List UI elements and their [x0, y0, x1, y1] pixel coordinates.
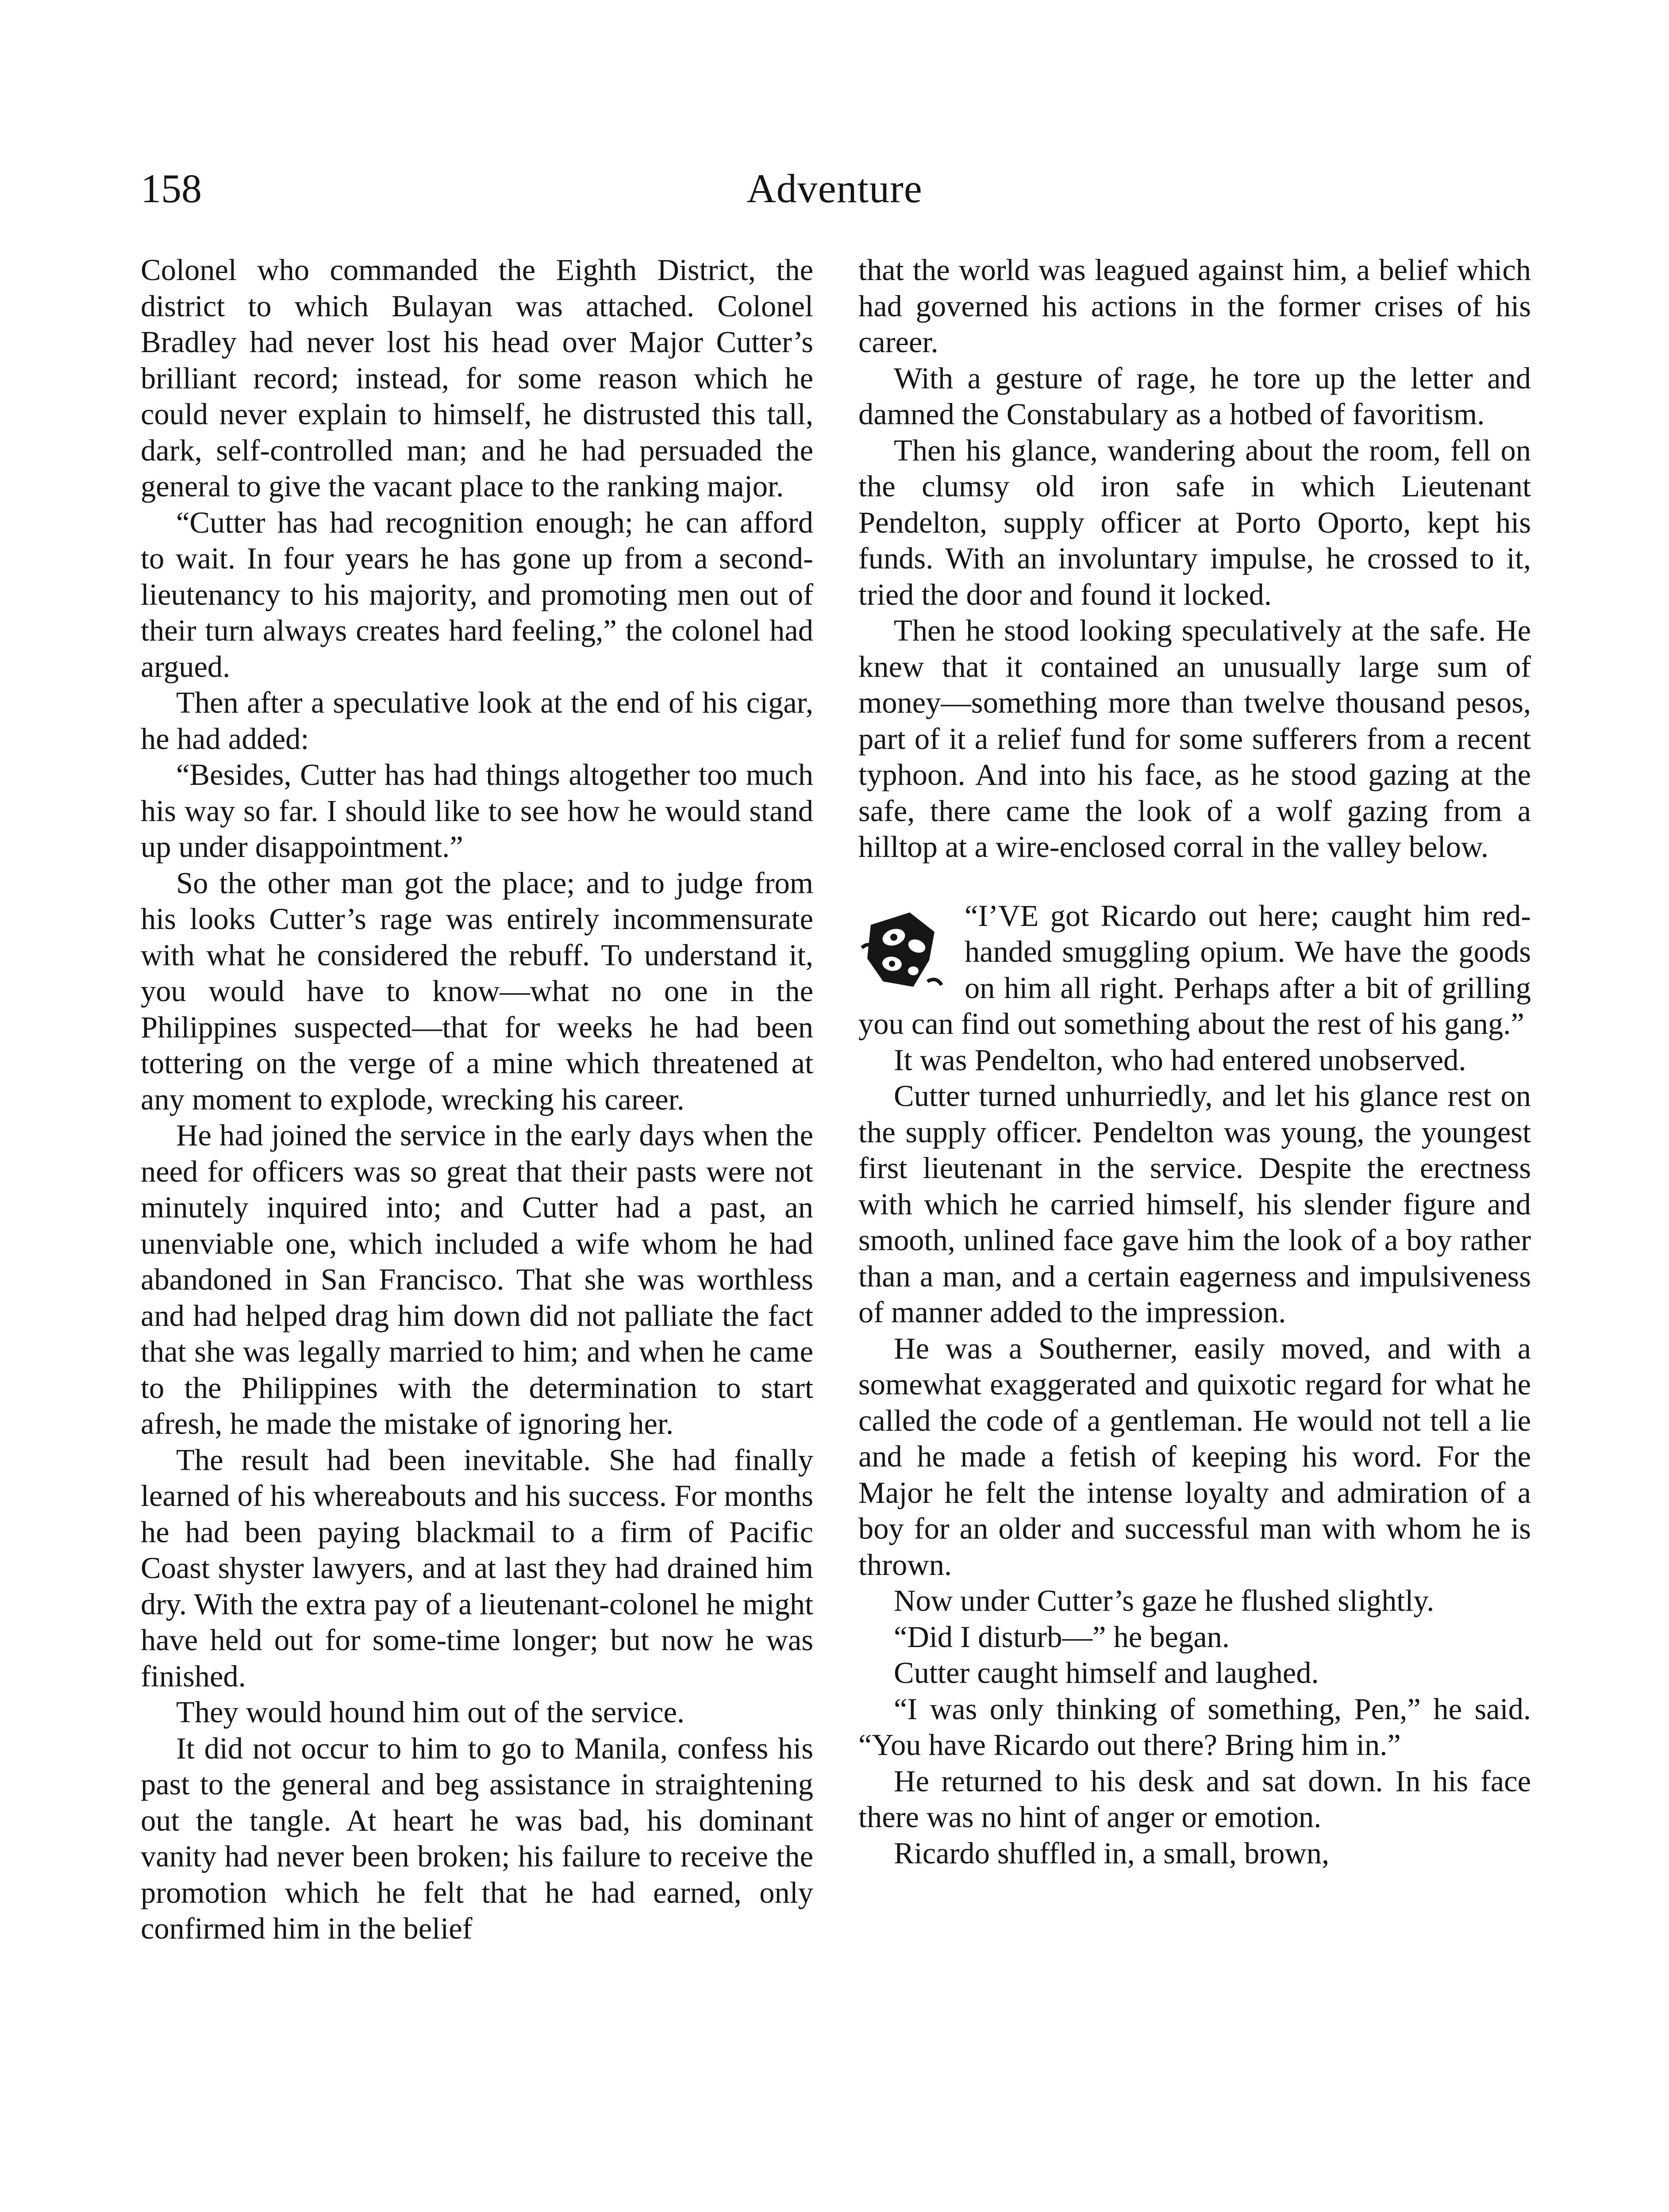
- paragraph: Then his glance, wandering about the room, fell on the clumsy old iron safe in which Lieutenant Pendelton, supply officer at Porto Oporto, kept his funds. With an involuntary impulse, he crossed to it, tried the door and found it locked.: [858, 433, 1531, 611]
- paragraph: It did not occur to him to go to Manila, confess his past to the general and beg assistance in straightening out the tangle. At heart he was bad, his dominant vanity had never been broken; his failure to receive the promotion which he felt that he had earned, only confirmed him in the belief: [141, 1731, 813, 1945]
- section-lead-paragraph: [858, 898, 1531, 1042]
- page-number: 158: [141, 166, 202, 211]
- paragraph: With a gesture of rage, he tore up the letter and damned the Constabulary as a hotbed of favoritism.: [858, 361, 1531, 431]
- running-head-title: Adventure: [746, 166, 923, 211]
- paragraph: Ricardo shuffled in, a small, brown,: [894, 1836, 1330, 1870]
- paragraph: So the other man got the place; and to judge from his looks Cutter’s rage was entirely incommensurate with what he considered the rebuff. To understand it, you would have to know—what no one in the Philippines suspected—that for weeks he had been tottering on the verge of a mine which threatened at any moment to explode, wrecking his career.: [141, 866, 813, 1116]
- section-opening: [858, 898, 1531, 1042]
- section-lead-caps: “I’VE: [965, 899, 1039, 933]
- paragraph: He was a Southerner, easily moved, and with a somewhat exaggerated and quixotic regard for what he called the code of a gentleman. He would not tell a lie and he made a fetish of keeping his word. For the Major he felt the intense loyalty and admiration of a boy for an older and successful man with whom he is thrown.: [858, 1331, 1531, 1582]
- paragraph: “Cutter has had recognition enough; he can afford to wait. In four years he has gone up from a second-lieutenancy to his majority, and promoting men out of their turn always creates hard feeling,” the colonel had argued.: [141, 505, 813, 684]
- paragraph: Cutter turned unhurriedly, and let his glance rest on the supply officer. Pendelton was young, the youngest first lieutenant in the service. Despite the erectness with which he carried himself, his slender figure and smooth, unlined face gave him the look of a boy rather than a man, and a certain eagerness and impulsiveness of manner added to the impression.: [858, 1079, 1531, 1329]
- paragraph: Now under Cutter’s gaze he flushed slightly.: [894, 1584, 1434, 1617]
- paragraph: They would hound him out of the service.: [176, 1695, 685, 1729]
- paragraph: Colonel who commanded the Eighth District, the district to which Bulayan was attached. Colonel Bradley had never lost his head over Major Cutter’s brilliant record; instead, for some reason which he could never explain to himself, he distrusted this tall, dark, self-controlled man; and he had persuaded the general to give the vacant place to the ranking major.: [141, 253, 813, 503]
- right-column: [858, 252, 1531, 1871]
- left-column: [141, 252, 813, 1947]
- paragraph: Cutter caught himself and laughed.: [894, 1656, 1319, 1690]
- paragraph: that the world was leagued against him, a belief which had governed his actions in the former crises of his career.: [858, 253, 1531, 359]
- paragraph: “Did I disturb—” he began.: [894, 1620, 1230, 1654]
- section-lead-text: got Ricardo out here; caught him red-handed smuggling opium. We have the goods on him all right. Perhaps after a bit of grilling you can find out something about the rest of his gang.”: [858, 899, 1531, 1041]
- paragraph: He returned to his desk and sat down. In his face there was no hint of anger or emotion.: [858, 1764, 1531, 1834]
- section-ornament-icon: [858, 904, 947, 995]
- paragraph: Then he stood looking speculatively at the safe. He knew that it contained an unusually large sum of money—something more than twelve thousand pesos, part of it a relief fund for some sufferers from a recent typhoon. And into his face, as he stood gazing at the safe, there came the look of a wolf gazing from a hilltop at a wire-enclosed corral in the valley below.: [858, 614, 1531, 864]
- paragraph: The result had been inevitable. She had finally learned of his whereabouts and his success. For months he had been paying blackmail to a firm of Pacific Coast shyster lawyers, and at last they had drained him dry. With the extra pay of a lieutenant-colonel he might have held out for some-time longer; but now he was finished.: [141, 1443, 814, 1693]
- paragraph: It was Pendelton, who had entered unobserved.: [894, 1043, 1466, 1077]
- paragraph: He had joined the service in the early days when the need for officers was so great that their pasts were not minutely inquired into; and Cutter had a past, an unenviable one, which included a wife whom he had abandoned in San Francisco. That she was worthless and had helped drag him down did not palliate the fact that she was legally married to him; and when he came to the Philippines with the determination to start afresh, he made the mistake of ignoring her.: [141, 1118, 813, 1440]
- paragraph: “I was only thinking of something, Pen,” he said. “You have Ricardo out there? Bring him in.”: [858, 1692, 1531, 1762]
- paragraph: Then after a speculative look at the end of his cigar, he had added:: [141, 686, 813, 756]
- paragraph: “Besides, Cutter has had things altogether too much his way so far. I should like to see how he would stand up under disappointment.”: [141, 758, 813, 864]
